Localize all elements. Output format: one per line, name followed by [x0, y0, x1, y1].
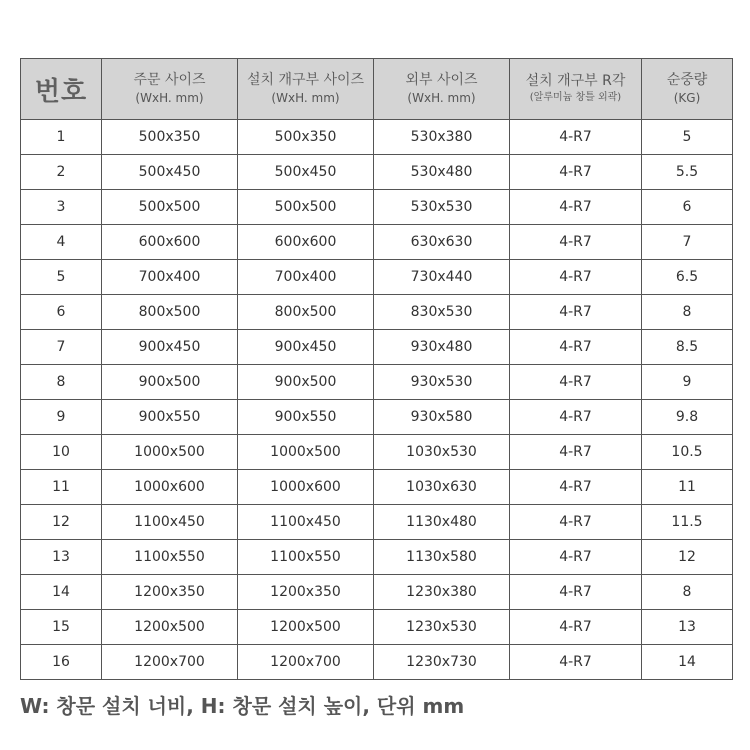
cell-no: 8 [21, 365, 102, 400]
cell-order-size: 600x600 [102, 225, 238, 260]
cell-install-opening: 1000x600 [238, 470, 374, 505]
cell-install-opening: 1100x450 [238, 505, 374, 540]
cell-opening-r: 4-R7 [510, 435, 642, 470]
cell-opening-r: 4-R7 [510, 295, 642, 330]
header-opening-r-note: (알루미늄 창틀 외곽) [529, 92, 622, 103]
cell-no: 7 [21, 330, 102, 365]
cell-opening-r: 4-R7 [510, 260, 642, 295]
cell-order-size: 900x550 [102, 400, 238, 435]
header-row [21, 59, 733, 120]
header-net-weight-label: 순중량 [666, 72, 708, 88]
cell-install-opening: 700x400 [238, 260, 374, 295]
table-row [21, 400, 733, 435]
table-row [21, 470, 733, 505]
cell-outer-size: 630x630 [374, 225, 510, 260]
cell-install-opening: 1200x350 [238, 575, 374, 610]
cell-net-weight: 8 [642, 295, 733, 330]
cell-order-size: 1100x550 [102, 540, 238, 575]
header-opening-r [510, 59, 642, 120]
footnote: W: 창문 설치 너비, H: 창문 설치 높이, 단위 mm [20, 694, 465, 718]
table-row [21, 575, 733, 610]
cell-outer-size: 1030x630 [374, 470, 510, 505]
cell-outer-size: 1030x530 [374, 435, 510, 470]
header-no-label: 번호 [34, 76, 88, 107]
cell-order-size: 500x500 [102, 190, 238, 225]
cell-net-weight: 9.8 [642, 400, 733, 435]
table-row [21, 610, 733, 645]
cell-opening-r: 4-R7 [510, 120, 642, 155]
header-opening-r-label: 설치 개구부 R각 [525, 73, 626, 89]
cell-order-size: 800x500 [102, 295, 238, 330]
header-install-opening-label: 설치 개구부 사이즈 [246, 72, 365, 88]
table-row [21, 190, 733, 225]
header-net-weight-unit: (KG) [673, 91, 701, 105]
cell-outer-size: 1130x480 [374, 505, 510, 540]
table-row [21, 435, 733, 470]
table-row [21, 505, 733, 540]
header-outer-size-unit: (WxH. mm) [407, 91, 476, 105]
header-no [21, 59, 102, 120]
cell-net-weight: 13 [642, 610, 733, 645]
header-install-opening [238, 59, 374, 120]
cell-install-opening: 500x500 [238, 190, 374, 225]
cell-net-weight: 9 [642, 365, 733, 400]
cell-install-opening: 900x450 [238, 330, 374, 365]
cell-no: 6 [21, 295, 102, 330]
cell-order-size: 1200x350 [102, 575, 238, 610]
cell-no: 16 [21, 645, 102, 680]
table-row [21, 295, 733, 330]
cell-install-opening: 900x500 [238, 365, 374, 400]
cell-install-opening: 1100x550 [238, 540, 374, 575]
cell-outer-size: 1130x580 [374, 540, 510, 575]
spec-table-body [21, 120, 733, 680]
cell-net-weight: 12 [642, 540, 733, 575]
cell-opening-r: 4-R7 [510, 400, 642, 435]
cell-opening-r: 4-R7 [510, 540, 642, 575]
cell-opening-r: 4-R7 [510, 505, 642, 540]
cell-install-opening: 900x550 [238, 400, 374, 435]
cell-outer-size: 1230x730 [374, 645, 510, 680]
cell-outer-size: 530x480 [374, 155, 510, 190]
cell-install-opening: 500x450 [238, 155, 374, 190]
cell-order-size: 1000x600 [102, 470, 238, 505]
cell-outer-size: 930x580 [374, 400, 510, 435]
cell-order-size: 1200x500 [102, 610, 238, 645]
table-row [21, 645, 733, 680]
cell-no: 4 [21, 225, 102, 260]
cell-net-weight: 5 [642, 120, 733, 155]
cell-install-opening: 1000x500 [238, 435, 374, 470]
cell-outer-size: 1230x530 [374, 610, 510, 645]
cell-order-size: 900x500 [102, 365, 238, 400]
table-row [21, 260, 733, 295]
cell-net-weight: 6 [642, 190, 733, 225]
size-spec-table [20, 58, 733, 680]
cell-order-size: 500x450 [102, 155, 238, 190]
cell-net-weight: 7 [642, 225, 733, 260]
cell-no: 1 [21, 120, 102, 155]
table-row [21, 540, 733, 575]
cell-no: 2 [21, 155, 102, 190]
cell-no: 3 [21, 190, 102, 225]
cell-opening-r: 4-R7 [510, 365, 642, 400]
cell-no: 5 [21, 260, 102, 295]
cell-net-weight: 8 [642, 575, 733, 610]
cell-order-size: 900x450 [102, 330, 238, 365]
table-row [21, 120, 733, 155]
header-install-opening-unit: (WxH. mm) [271, 91, 340, 105]
cell-no: 12 [21, 505, 102, 540]
cell-opening-r: 4-R7 [510, 225, 642, 260]
cell-outer-size: 530x530 [374, 190, 510, 225]
cell-install-opening: 800x500 [238, 295, 374, 330]
table-row [21, 155, 733, 190]
cell-order-size: 1000x500 [102, 435, 238, 470]
cell-net-weight: 6.5 [642, 260, 733, 295]
header-order-size-unit: (WxH. mm) [135, 91, 204, 105]
cell-install-opening: 1200x500 [238, 610, 374, 645]
header-outer-size [374, 59, 510, 120]
cell-no: 10 [21, 435, 102, 470]
cell-net-weight: 14 [642, 645, 733, 680]
cell-no: 13 [21, 540, 102, 575]
cell-no: 15 [21, 610, 102, 645]
cell-outer-size: 1230x380 [374, 575, 510, 610]
cell-net-weight: 11.5 [642, 505, 733, 540]
header-order-size-label: 주문 사이즈 [133, 72, 206, 88]
cell-order-size: 1200x700 [102, 645, 238, 680]
cell-order-size: 500x350 [102, 120, 238, 155]
cell-opening-r: 4-R7 [510, 610, 642, 645]
table-row [21, 365, 733, 400]
cell-opening-r: 4-R7 [510, 155, 642, 190]
cell-opening-r: 4-R7 [510, 330, 642, 365]
cell-install-opening: 1200x700 [238, 645, 374, 680]
cell-outer-size: 930x530 [374, 365, 510, 400]
cell-order-size: 700x400 [102, 260, 238, 295]
cell-opening-r: 4-R7 [510, 470, 642, 505]
cell-order-size: 1100x450 [102, 505, 238, 540]
cell-net-weight: 8.5 [642, 330, 733, 365]
cell-no: 9 [21, 400, 102, 435]
cell-net-weight: 5.5 [642, 155, 733, 190]
spec-sheet [20, 58, 732, 680]
cell-net-weight: 11 [642, 470, 733, 505]
cell-opening-r: 4-R7 [510, 575, 642, 610]
cell-outer-size: 830x530 [374, 295, 510, 330]
header-net-weight [642, 59, 733, 120]
header-order-size [102, 59, 238, 120]
cell-install-opening: 500x350 [238, 120, 374, 155]
table-row [21, 330, 733, 365]
cell-opening-r: 4-R7 [510, 190, 642, 225]
cell-install-opening: 600x600 [238, 225, 374, 260]
cell-net-weight: 10.5 [642, 435, 733, 470]
cell-outer-size: 730x440 [374, 260, 510, 295]
cell-no: 14 [21, 575, 102, 610]
table-row [21, 225, 733, 260]
cell-no: 11 [21, 470, 102, 505]
cell-outer-size: 930x480 [374, 330, 510, 365]
cell-outer-size: 530x380 [374, 120, 510, 155]
header-outer-size-label: 외부 사이즈 [405, 72, 478, 88]
cell-opening-r: 4-R7 [510, 645, 642, 680]
